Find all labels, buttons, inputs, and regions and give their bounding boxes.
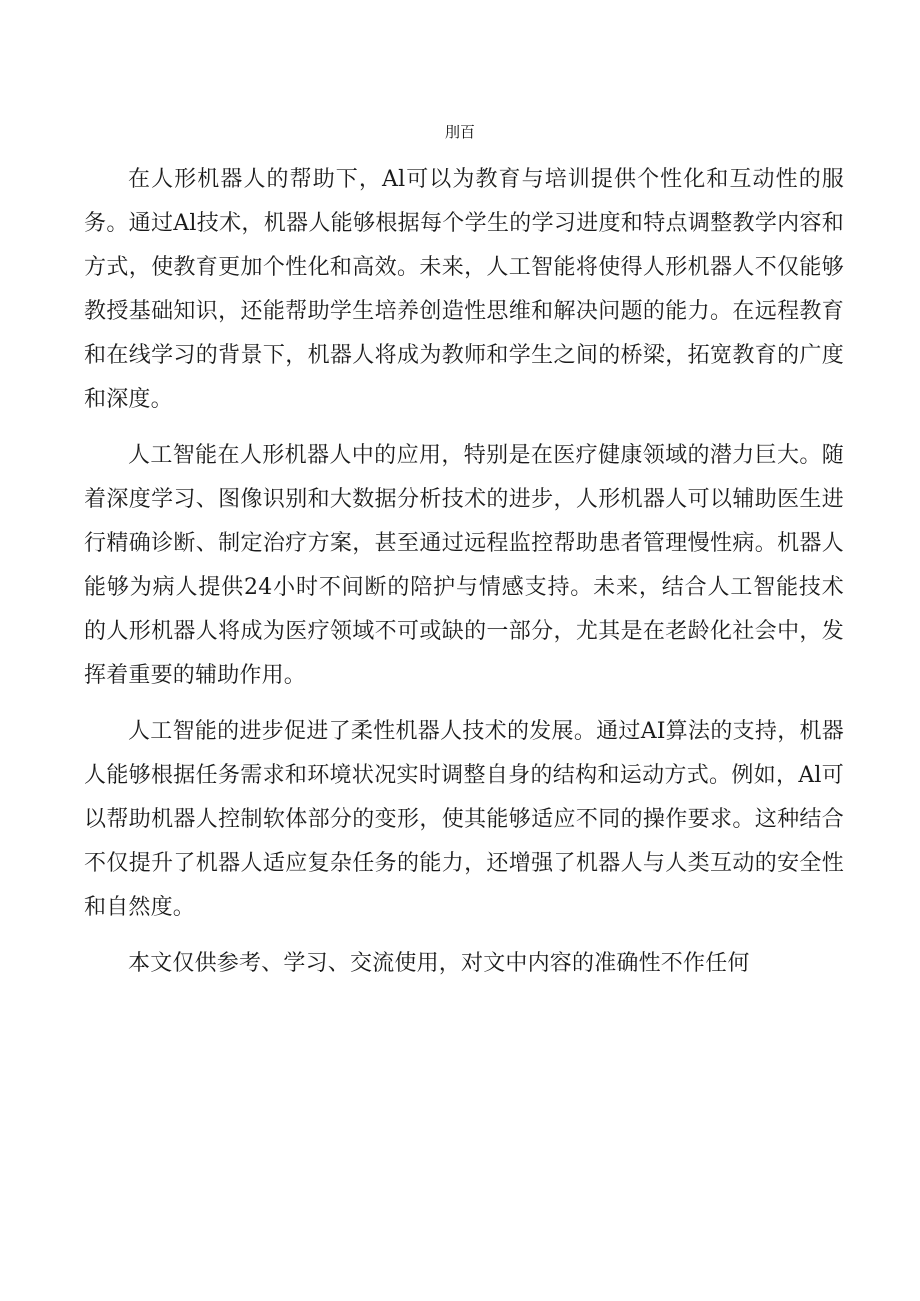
document-body — [84, 158, 844, 998]
paragraph-disclaimer: 本文仅供参考、学习、交流使用，对文中内容的准确性不作任何 — [128, 951, 750, 976]
paragraph-soft-robotics: 人工智能的进步促进了柔性机器人技术的发展。通过AI算法的支持，机器人能够根据任务需求和环境状况实时调整自身的结构和运动方式。例如，Al可以帮助机器人控制软体部分的变形，使其能够适应不同的操作要求。这种结合不仅提升了机器人适应复杂任务的能力，还增强了机器人与人类互动的安全性和自然度。 — [84, 719, 844, 920]
page-heading: 刖百 — [444, 123, 475, 141]
paragraph-education: 在人形机器人的帮助下，Al可以为教育与培训提供个性化和互动性的服务。通过Al技术，机器人能够根据每个学生的学习进度和特点调整教学内容和方式，使教育更加个性化和高效。未来，人工智能将使得人形机器人不仅能够教授基础知识，还能帮助学生培养创造性思维和解决问题的能力。在远程教育和在线学习的背景下，机器人将成为教师和学生之间的桥梁，拓宽教育的广度和深度。 — [84, 167, 844, 412]
paragraph-healthcare: 人工智能在人形机器人中的应用，特别是在医疗健康领域的潜力巨大。随着深度学习、图像识别和大数据分析技术的进步，人形机器人可以辅助医生进行精确诊断、制定治疗方案，甚至通过远程监控帮助患者管理慢性病。机器人能够为病人提供24小时不间断的陪护与情感支持。未来，结合人工智能技术的人形机器人将成为医疗领域不可或缺的一部分，尤其是在老龄化社会中，发挥着重要的辅助作用。 — [84, 443, 844, 688]
